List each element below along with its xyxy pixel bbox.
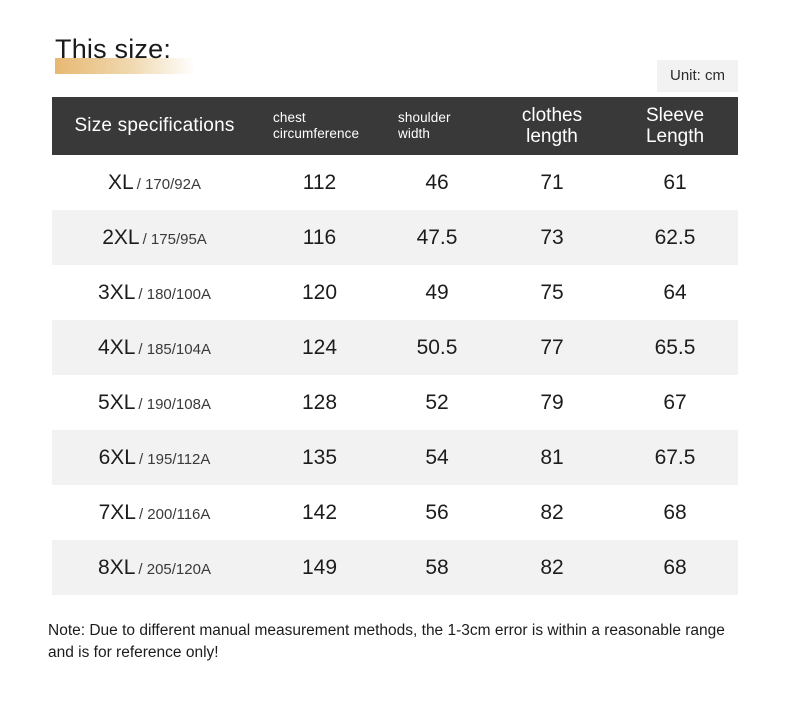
cell-size (52, 265, 257, 320)
table-row (52, 210, 738, 265)
cell-sleeve-length: 62.5 (612, 210, 738, 265)
table-row (52, 155, 738, 210)
cell-clothes-length: 71 (540, 170, 564, 194)
cell-sleeve-length: 65.5 (612, 320, 738, 375)
cell-sleeve-length: 67 (663, 390, 687, 414)
col-header-sleeve-line1: Sleeve (645, 104, 705, 126)
size-code: / 195/112A (138, 450, 211, 468)
cell-clothes-length: 77 (492, 320, 612, 375)
size-name: 5XL (98, 390, 136, 414)
size-code: / 190/108A (138, 395, 211, 413)
unit-badge: Unit: cm (657, 60, 738, 92)
page-title: This size: (55, 34, 172, 64)
cell-size (52, 320, 257, 375)
table-row (52, 540, 738, 595)
size-code: / 170/92A (136, 175, 201, 193)
col-header-shoulder-line1: shoulder (398, 109, 451, 125)
table-row (52, 485, 738, 540)
cell-chest: 124 (257, 320, 382, 375)
col-header-clothes-line2: length (526, 126, 578, 147)
col-header-chest-line1: chest (273, 109, 306, 125)
cell-shoulder: 58 (382, 540, 492, 595)
cell-clothes-length: 79 (540, 390, 564, 414)
cell-sleeve-length: 68 (612, 540, 738, 595)
table-body (52, 155, 738, 595)
col-header-chest-line2: circumference (273, 126, 360, 141)
col-header-clothes-length (492, 97, 612, 155)
col-header-sleeve-length (612, 97, 738, 155)
col-header-size (52, 97, 257, 155)
size-code: / 185/104A (138, 340, 211, 358)
table-row (52, 320, 738, 375)
cell-size (52, 375, 257, 430)
cell-clothes-length: 81 (492, 430, 612, 485)
cell-sleeve-length: 68 (663, 500, 687, 524)
cell-sleeve-length: 64 (663, 280, 687, 304)
cell-chest: 116 (257, 210, 382, 265)
cell-clothes-length: 75 (540, 280, 564, 304)
cell-shoulder: 50.5 (382, 320, 492, 375)
cell-size (52, 155, 257, 210)
cell-chest: 128 (301, 390, 338, 414)
col-header-clothes-line1: clothes (521, 104, 583, 126)
cell-shoulder: 47.5 (382, 210, 492, 265)
size-name: 8XL (98, 555, 136, 579)
col-header-shoulder (382, 97, 492, 155)
size-code: / 200/116A (138, 505, 211, 523)
size-name: 7XL (98, 500, 136, 524)
measurement-note: Note: Due to different manual measurement methods, the 1-3cm error is within a reasonable range and is for reference only! (48, 622, 725, 661)
cell-size (52, 485, 257, 540)
size-name: XL (108, 170, 134, 194)
cell-sleeve-length: 61 (663, 170, 687, 194)
col-header-chest (257, 97, 382, 155)
page-title-wrap (55, 34, 171, 65)
cell-chest: 135 (257, 430, 382, 485)
size-name: 3XL (98, 280, 136, 304)
col-header-size-label: Size specifications (74, 115, 235, 137)
table-header (52, 97, 738, 155)
table-row (52, 265, 738, 320)
size-code: / 180/100A (138, 285, 211, 303)
cell-shoulder: 54 (382, 430, 492, 485)
table-header-row (52, 97, 738, 155)
size-name: 2XL (102, 225, 140, 249)
cell-shoulder: 52 (425, 390, 449, 414)
cell-size (52, 540, 257, 595)
cell-shoulder: 46 (425, 170, 449, 194)
table-row (52, 430, 738, 485)
size-name: 6XL (98, 445, 136, 469)
col-header-shoulder-line2: width (398, 126, 431, 141)
size-name: 4XL (98, 335, 136, 359)
cell-chest: 149 (257, 540, 382, 595)
cell-clothes-length: 82 (540, 500, 564, 524)
cell-chest: 112 (302, 170, 337, 194)
cell-sleeve-length: 67.5 (612, 430, 738, 485)
cell-shoulder: 56 (425, 500, 449, 524)
table-row (52, 375, 738, 430)
cell-clothes-length: 82 (492, 540, 612, 595)
cell-chest: 120 (301, 280, 338, 304)
size-code: / 205/120A (138, 560, 211, 578)
cell-chest: 142 (301, 500, 338, 524)
size-code: / 175/95A (142, 230, 207, 248)
cell-clothes-length: 73 (492, 210, 612, 265)
size-table (52, 97, 738, 595)
cell-size (52, 210, 257, 265)
cell-shoulder: 49 (425, 280, 449, 304)
col-header-sleeve-line2: Length (645, 126, 705, 147)
cell-size (52, 430, 257, 485)
